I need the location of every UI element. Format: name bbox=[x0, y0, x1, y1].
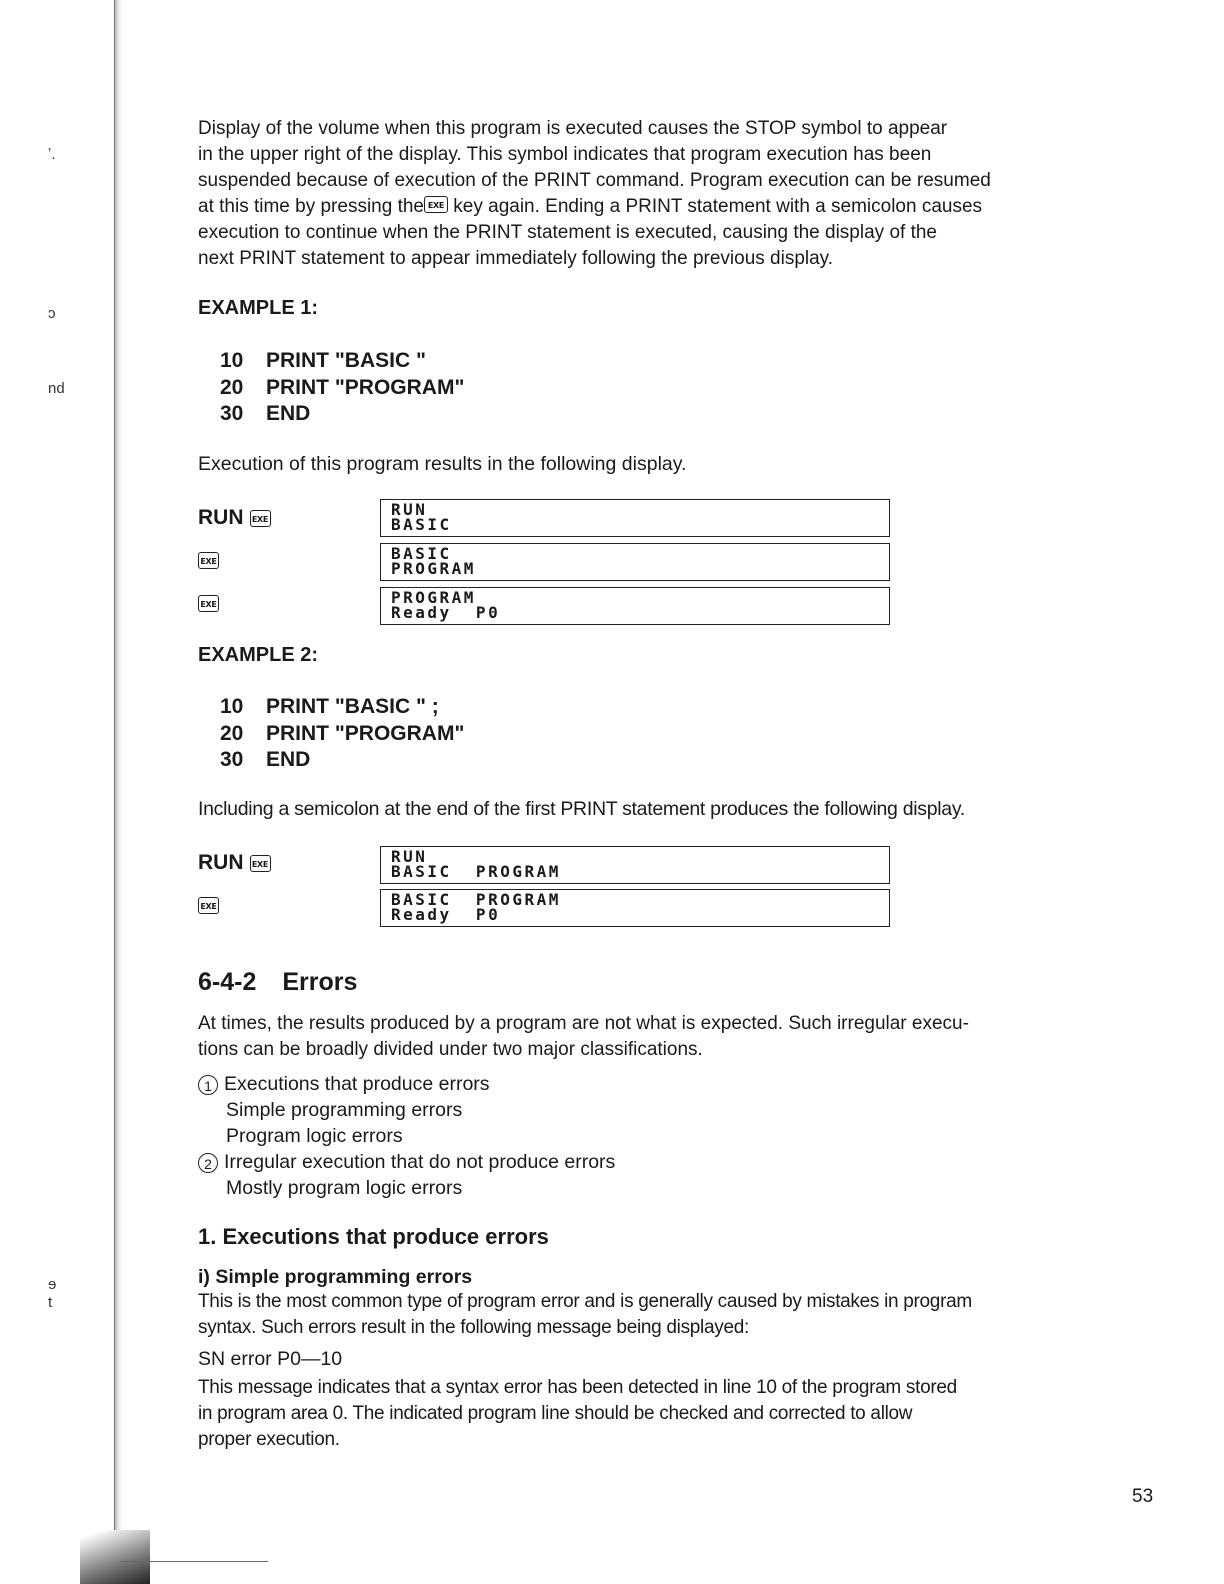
errors-intro-line: tions can be broadly divided under two major classifications. bbox=[198, 1039, 703, 1060]
section-title-text: Errors bbox=[282, 968, 358, 996]
code-line bbox=[220, 375, 464, 402]
errors-intro bbox=[198, 1011, 1078, 1063]
code-text: END bbox=[266, 402, 311, 425]
example1-caption: Execution of this program results in the following display. bbox=[198, 453, 687, 475]
example2-exe-key-2 bbox=[198, 897, 219, 914]
code-line bbox=[220, 694, 464, 721]
run-label: RUN bbox=[198, 851, 244, 874]
body-line: syntax. Such errors result in the following message being displayed: bbox=[198, 1317, 749, 1338]
list-item bbox=[198, 1149, 615, 1175]
list-sub-item: Program logic errors bbox=[226, 1125, 403, 1147]
code-line bbox=[220, 721, 464, 748]
circled-number: 2 bbox=[198, 1153, 218, 1173]
intro-line: Display of the volume when this program is executed causes the STOP symbol to appear bbox=[198, 118, 948, 139]
list-item-label: Executions that produce errors bbox=[224, 1073, 490, 1095]
intro-line: next PRINT statement to appear immediately following the previous display. bbox=[198, 248, 834, 269]
example2-run-key bbox=[198, 851, 271, 875]
page-binding-edge bbox=[114, 0, 123, 1584]
subsubsection-heading: i) Simple programming errors bbox=[198, 1266, 473, 1288]
example1-run-key bbox=[198, 506, 271, 530]
lcd-line: BASIC PROGRAM bbox=[391, 862, 561, 881]
example1-exe-key-3 bbox=[198, 595, 219, 612]
lcd-line: RUN bbox=[391, 847, 428, 866]
edge-mark-2: ɔ bbox=[48, 305, 56, 322]
exe-key-icon: EXE bbox=[250, 855, 271, 872]
code-text: PRINT "BASIC " ; bbox=[266, 695, 439, 718]
example2-caption: Including a semicolon at the end of the first PRINT statement produces the following display. bbox=[198, 798, 965, 820]
error-message: SN error P0—10 bbox=[198, 1348, 343, 1370]
body-line: proper execution. bbox=[198, 1429, 340, 1450]
binding-shadow bbox=[80, 1530, 150, 1584]
lcd-display bbox=[380, 499, 890, 537]
list-sub-item: Simple programming errors bbox=[226, 1099, 463, 1121]
list-item-label: Irregular execution that do not produce errors bbox=[224, 1151, 616, 1173]
lcd-line: Ready P0 bbox=[391, 603, 501, 622]
code-text: PRINT "PROGRAM" bbox=[266, 721, 465, 745]
intro-line: in the upper right of the display. This symbol indicates that program execution has been bbox=[198, 144, 932, 165]
lcd-display bbox=[380, 587, 890, 625]
intro-text: key again. Ending a PRINT statement with a semicolon causes bbox=[448, 196, 983, 217]
edge-mark-1: ʼ. bbox=[48, 146, 56, 163]
lcd-display bbox=[380, 846, 890, 884]
example2-heading: EXAMPLE 2: bbox=[198, 644, 319, 666]
lcd-display bbox=[380, 543, 890, 581]
lcd-line: PROGRAM bbox=[391, 559, 476, 578]
exe-key-icon: EXE bbox=[198, 595, 219, 612]
lcd-line: RUN bbox=[391, 500, 428, 519]
example2-code bbox=[220, 694, 464, 774]
run-label: RUN bbox=[198, 506, 244, 529]
code-text: END bbox=[266, 748, 311, 771]
line-number: 20 bbox=[220, 721, 244, 745]
line-number: 30 bbox=[220, 402, 244, 425]
edge-mark-4: ɘ bbox=[48, 1276, 57, 1293]
exe-key-icon: EXE bbox=[198, 897, 219, 914]
page-number: 53 bbox=[1132, 1486, 1154, 1507]
error-explanation-paragraph bbox=[198, 1375, 1078, 1453]
lcd-line: PROGRAM bbox=[391, 588, 476, 607]
errors-intro-line: At times, the results produced by a program are not what is expected. Such irregular execu- bbox=[198, 1013, 969, 1034]
lcd-line: BASIC bbox=[391, 544, 452, 563]
lcd-line: BASIC PROGRAM bbox=[391, 890, 561, 909]
line-number: 10 bbox=[220, 349, 244, 372]
code-line bbox=[220, 747, 464, 774]
lcd-line: BASIC bbox=[391, 515, 452, 534]
body-line: This message indicates that a syntax error has been detected in line 10 of the program stored bbox=[198, 1377, 957, 1398]
body-line: This is the most common type of program error and is generally caused by mistakes in program bbox=[198, 1291, 972, 1312]
code-text: PRINT "PROGRAM" bbox=[266, 375, 465, 399]
code-line bbox=[220, 401, 464, 428]
edge-mark-5: t bbox=[48, 1294, 53, 1311]
classification-list bbox=[198, 1071, 615, 1201]
exe-key-icon: EXE bbox=[424, 196, 448, 213]
intro-line: execution to continue when the PRINT statement is executed, causing the display of the bbox=[198, 222, 937, 243]
line-number: 20 bbox=[220, 375, 244, 399]
intro-paragraph bbox=[198, 116, 1078, 272]
lcd-display bbox=[380, 889, 890, 927]
intro-line: suspended because of execution of the PRINT command. Program execution can be resumed bbox=[198, 170, 991, 191]
subsection-heading: 1. Executions that produce errors bbox=[198, 1224, 549, 1249]
line-number: 10 bbox=[220, 695, 244, 718]
example1-heading: EXAMPLE 1: bbox=[198, 297, 319, 319]
intro-line bbox=[198, 194, 1078, 220]
line-number: 30 bbox=[220, 748, 244, 771]
syntax-error-paragraph bbox=[198, 1289, 1078, 1341]
section-title bbox=[198, 968, 357, 997]
list-sub-item: Mostly program logic errors bbox=[226, 1177, 463, 1199]
list-item bbox=[198, 1071, 615, 1097]
code-line bbox=[220, 348, 464, 375]
example1-exe-key-2 bbox=[198, 552, 219, 569]
example1-code bbox=[220, 348, 464, 428]
lcd-line: Ready P0 bbox=[391, 905, 501, 924]
circled-number: 1 bbox=[198, 1075, 218, 1095]
intro-text: at this time by pressing the bbox=[198, 196, 424, 217]
body-line: in program area 0. The indicated program line should be checked and corrected to allow bbox=[198, 1403, 913, 1424]
edge-mark-3: nd bbox=[48, 380, 65, 397]
exe-key-icon: EXE bbox=[198, 552, 219, 569]
exe-key-icon: EXE bbox=[250, 510, 271, 527]
bottom-rule bbox=[120, 1561, 268, 1562]
code-text: PRINT "BASIC " bbox=[266, 349, 426, 372]
section-number: 6-4-2 bbox=[198, 968, 257, 996]
